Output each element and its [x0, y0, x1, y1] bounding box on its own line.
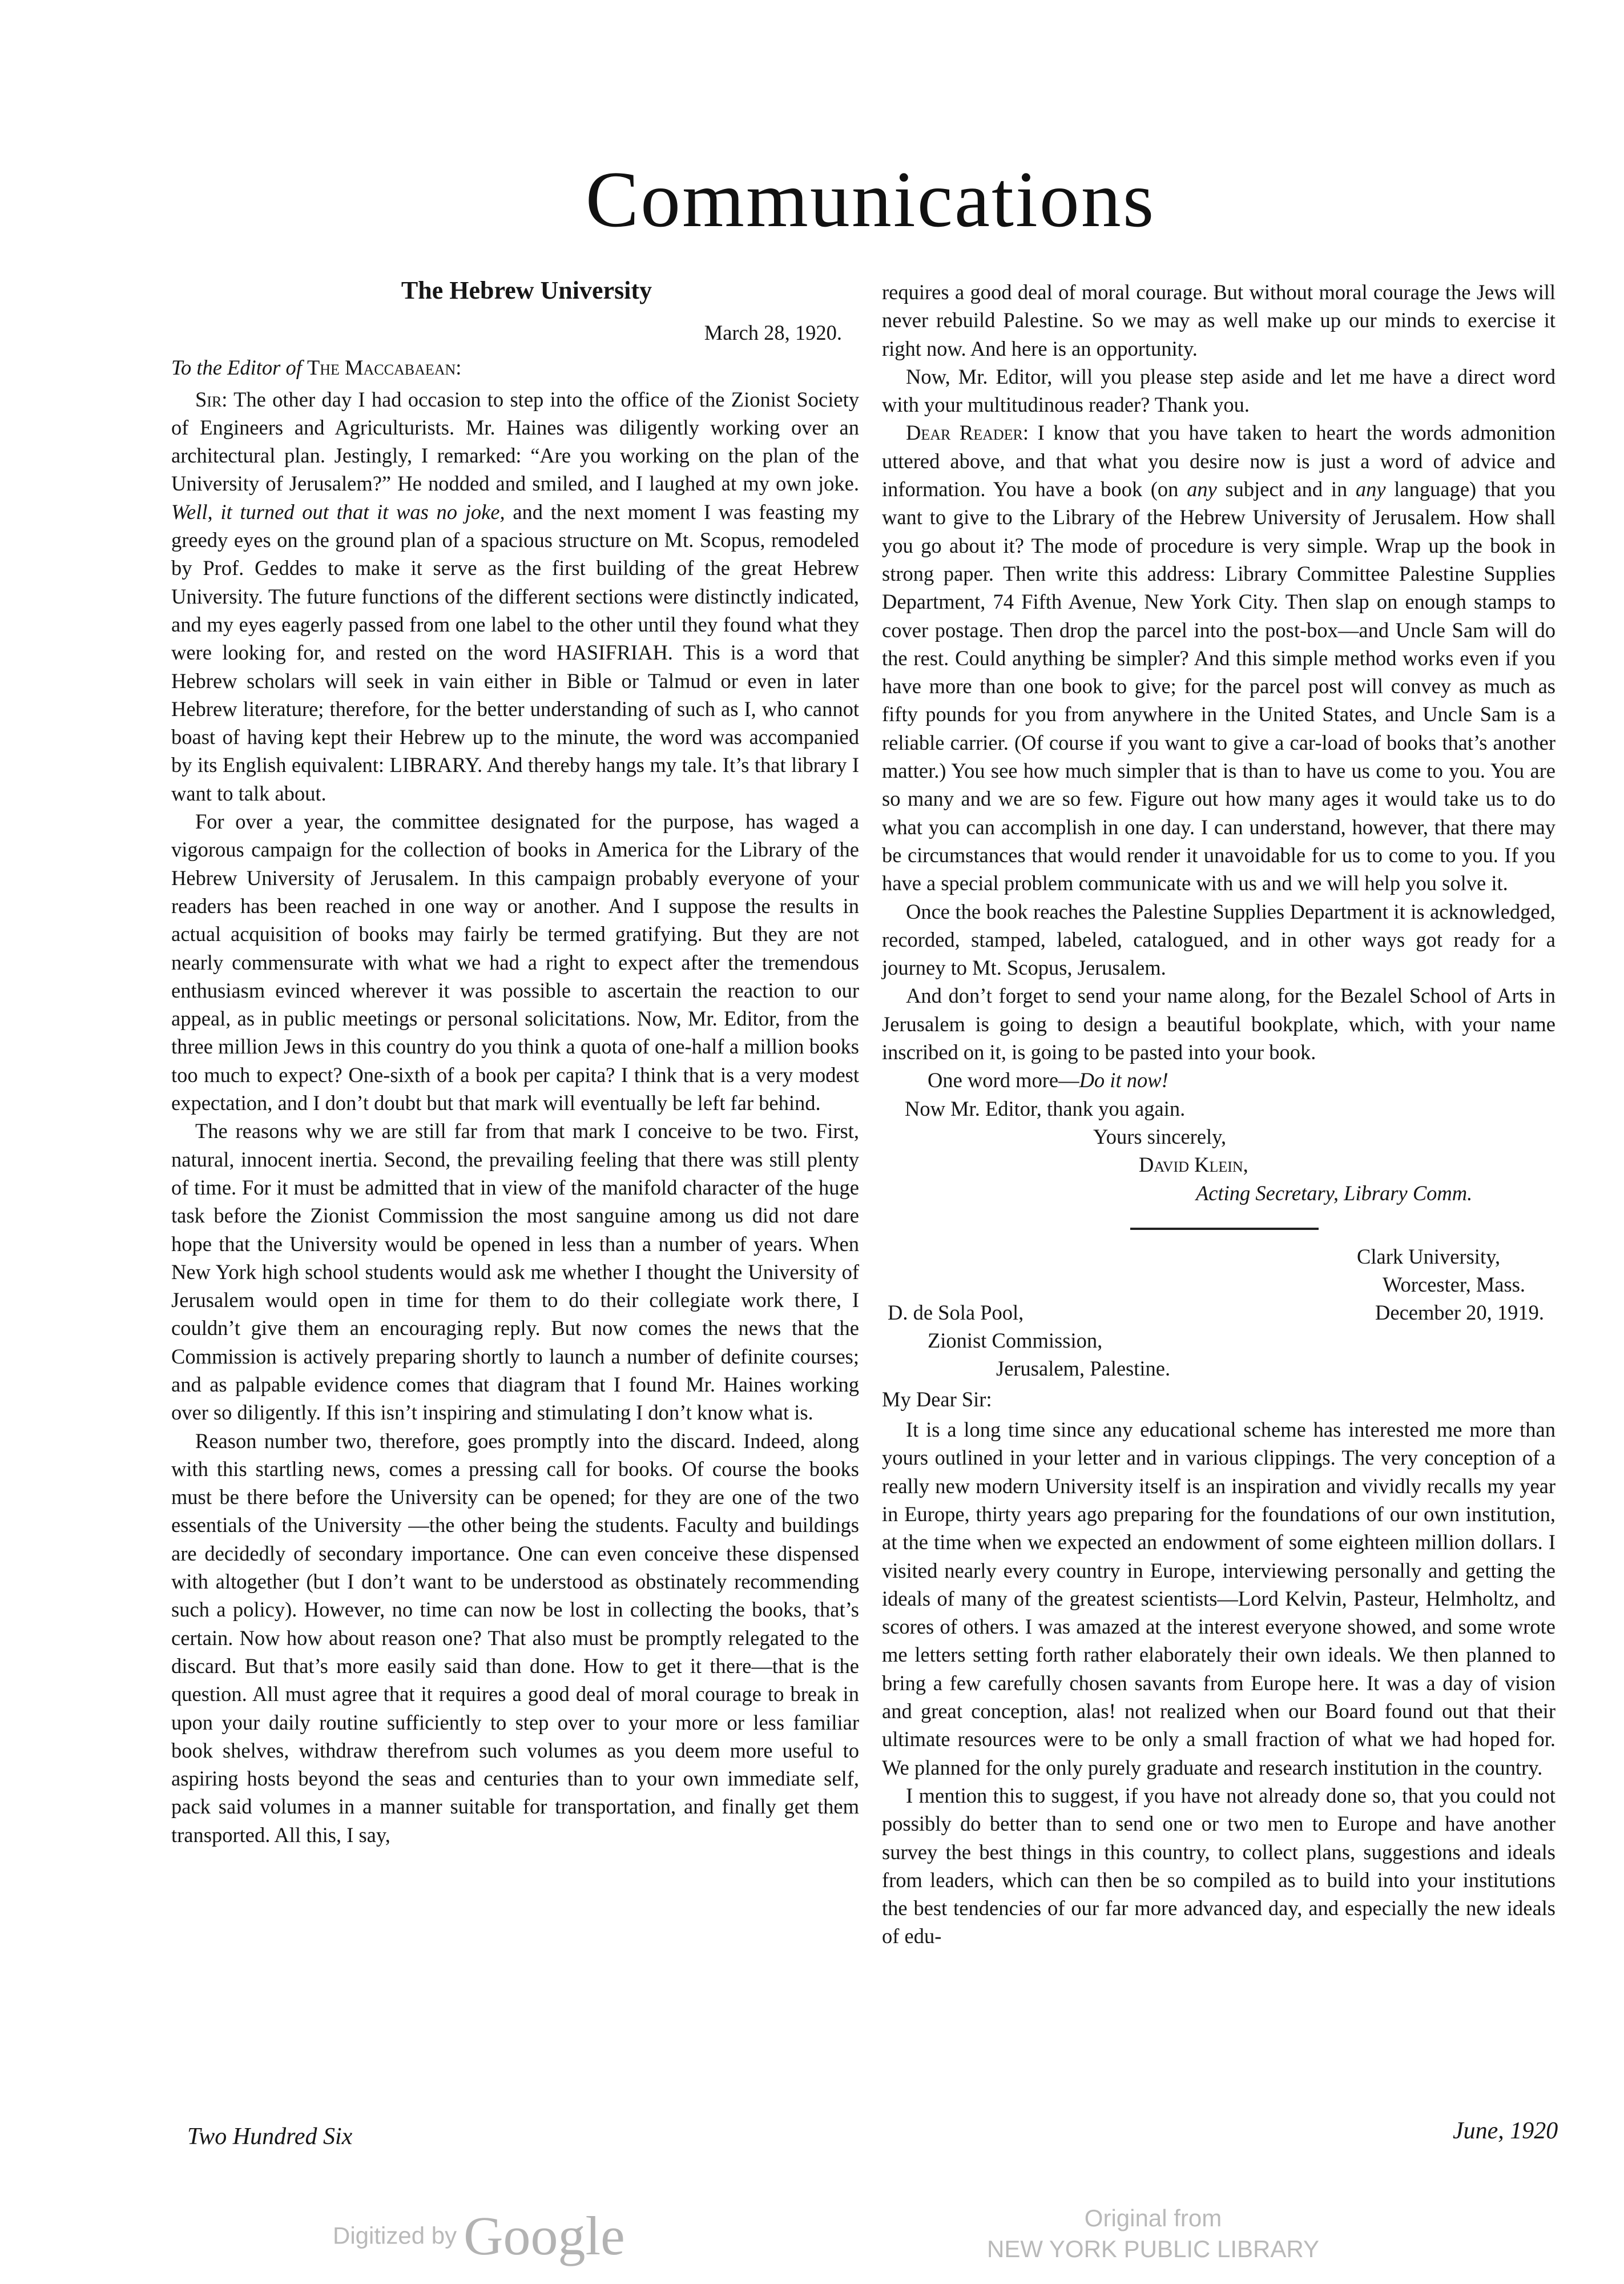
page-title: Communications — [585, 155, 1156, 244]
paragraph-1-italic: Well, it turned out that it was no joke, — [171, 500, 505, 524]
recipient-address — [888, 1298, 1170, 1382]
paragraph-5: requires a good deal of moral courage. But without moral courage the Jews will never rebuild Palestine. So we may as well make up our minds to exercise it right now. And here is an opportunity. — [882, 280, 1556, 360]
page-number: Two Hundred Six — [187, 2124, 353, 2150]
paragraph-10-text: One word more— — [928, 1068, 1079, 1092]
paragraph-1-text-a: The other day I had occasion to step into the office of the Zionist Society of Engineers and Agriculturists. Mr. Haines was diligently working over an architectural plan. Jestingly, I remarked: “Are you working on the plan of the University of Jerusalem?” He nodded and smiled, and I laughed at my own joke. — [171, 387, 859, 496]
recipient-line-3: Jerusalem, Palestine. — [996, 1356, 1171, 1380]
magazine-name: The Maccabaean: — [307, 356, 462, 380]
letter2-salutation: My Dear Sir: — [882, 1387, 992, 1411]
paragraph-11: Now Mr. Editor, thank you again. — [905, 1096, 1186, 1120]
letter-date: March 28, 1920. — [704, 321, 842, 344]
signature: David Klein, — [1139, 1153, 1248, 1177]
section-divider — [1130, 1228, 1319, 1230]
salutation — [171, 353, 859, 381]
paragraph-9: And don’t forget to send your name along, for the Bezalel School of Arts in Jerusalem is going to design a beautiful bookplate, which, with your name inscribed on it, is going to be pasted into your book. — [882, 984, 1556, 1064]
original-from-watermark — [976, 2203, 1330, 2265]
signature-title-italic: Acting Secretary, — [1196, 1181, 1339, 1205]
paragraph-4: Reason number two, therefore, goes promptly into the discard. Indeed, along with this startling news, comes a pressing call for books. Of course the books must be there before the University can be opened; for they are one of the two essentials of the University —the other being the students. Faculty and buildings are decidedly of secondary importance. One can even conceive these dispensed with altogether (but I don’t want to be understood as obstinately recommending such a policy). However, no time can now be lost in collecting the books, that’s certain. Now how about reason one? That also must be promptly relegated to the discard. But that’s more easily said than done. How to get it there—that is the question. All must agree that it requires a good deal of moral courage to break in upon your daily routine sufficiently to step over to your more or less familiar book shelves, withdraw therefrom such volumes as you deem more useful to aspiring hosts beyond the seas and centuries than to your own immediate self, pack said volumes in a manner suitable for transportation, and finally get them transported. All this, I say, — [171, 1429, 859, 1847]
sender-line-1: Clark University, — [1357, 1244, 1501, 1268]
signature-title — [882, 1179, 1556, 1207]
google-logo: Google — [464, 2205, 625, 2266]
sender-line-2: Worcester, Mass. — [1383, 1272, 1526, 1296]
salutation-prefix: To the Editor of — [171, 356, 307, 380]
left-column — [171, 274, 859, 1849]
paragraph-2: For over a year, the committee designated for the purpose, has waged a vigorous campaign for the collection of books in America for the Library of the Hebrew University of Jerusalem. In this campaign probably everyone of your readers has been reached in one way or another. And I suppose the results in actual acquisition of books may fairly be termed gratifying. But they are not nearly commensurate with what we had a right to expect after the tremendous enthusiasm evinced wherever it was possible to ascertain the reaction to our appeal, as in public meetings or personal solicitations. Now, Mr. Editor, from the three million Jews in this country do you think a quota of one-half a million books too much to expect? One-sixth of a book per capita? I think that is a very modest expectation, and I don’t doubt but that mark will eventually be left far behind. — [171, 810, 859, 1115]
do-it-now: Do it now! — [1079, 1068, 1168, 1092]
original-from-text: Original from — [1084, 2205, 1222, 2231]
paragraph-7 — [882, 419, 1556, 897]
sender-address — [1357, 1242, 1544, 1326]
dear-reader-label: Dear Reader: — [906, 421, 1029, 445]
digitized-by-text: Digitized by — [333, 2222, 457, 2249]
paragraph-7-text-c: language) that you want to give to the Library of the Hebrew University of Jerusalem. How shall you go about it? The mode of procedure is very simple. Wrap up the book in strong paper. Then write this address: Library Committee Palestine Supplies Department, 74 Fifth Avenue, New York City. Then slap on enough stamps to cover postage. Then drop the parcel into the post-box—and Uncle Sam will do the rest. Could anything be simpler? And this simple method works even if you have more than one book to give; for the parcel post will convey as much as fifty pounds for you from anywhere in the United States, and Uncle Sam is a reliable carrier. (Of course if you want to give a car-load of books that’s another matter.) You see how much simpler that is than to have us come to you. You are so many and we are so few. Figure out how many ages it would take us to do what you can accomplish in one day. I can understand, however, that there may be circumstances that would render it unavoidable for us to come to you. If you have a special problem communicate with us and we will help you solve it. — [882, 477, 1556, 895]
sender-line-3: December 20, 1919. — [1375, 1300, 1544, 1324]
recipient-line-2: Zionist Commission, — [928, 1328, 1103, 1352]
library-name: NEW YORK PUBLIC LIBRARY — [987, 2235, 1319, 2262]
letter2-paragraph-1: It is a long time since any educational scheme has interested me more than yours outlined in your letter and in various clippings. The very conception of a really new modern University itself is an inspiration and vividly recalls my year in Europe, thirty years ago preparing for the foundations of our own institution, at the time when we expected an endowment of some eighteen million dollars. I visited nearly every country in Europe, interviewing personally and getting the ideals of many of the greatest scientists—Lord Kelvin, Pasteur, Helmholtz, and scores of others. I was amazed at the interest everyone showed, and some wrote me letters setting forth rather elaborately their own ideals. We then planned to bring a few carefully chosen savants from Europe here. It was a day of vision and great conception, alas! not realized when our Board found out that their ultimate resources were to be only a small fraction of what we had hoped for. We planned for the only purely graduate and research institution in the country. — [882, 1418, 1556, 1779]
paragraph-3: The reasons why we are still far from that mark I conceive to be two. First, natural, innocent inertia. Second, the prevailing feeling that there was still plenty of time. For it must be admitted that in view of the manifold character of the huge task before the Zionist Commission the most sanguine among us did not dare hope that the University would be opened in less than a number of years. When New York high school students would ask me whether I thought the University of Jerusalem would open in time for them to do their collegiate work there, I couldn’t give them an encouraging reply. But now comes the news that the Commission is actively preparing shortly to launch a number of definite courses; and as palpable evidence comes that diagram that I found Mr. Haines working over so diligently. If this isn’t inspiring and stimulating I don’t know what is. — [171, 1119, 859, 1425]
paragraph-7-any-1: any — [1187, 477, 1217, 501]
paragraph-7-any-2: any — [1355, 477, 1386, 501]
paragraph-6: Now, Mr. Editor, will you please step aside and let me have a direct word with your multitudinous reader? Thank you. — [882, 364, 1556, 417]
issue-date: June, 1920 — [1453, 2118, 1558, 2144]
sir-label: Sir: — [195, 387, 228, 411]
paragraph-1 — [171, 385, 859, 807]
paragraph-1-text-b: and the next moment I was feasting my greedy eyes on the ground plan of a spacious structure on Mt. Scopus, remodeled by Prof. Geddes to make it serve as the first building of the great Hebrew University. The future functions of the different sections were distinctly indicated, and my eyes eagerly passed from one label to the other until they found what they were looking for, and rested on the word HASIFRIAH. This is a word that Hebrew scholars will seek in vain either in Bible or Talmud or even in later Hebrew literature; therefore, for the better understanding of such as I, who cannot boast of having kept their Hebrew up to the minute, the word was accompanied by its English equivalent: LIBRARY. And thereby hangs my tale. It’s that library I want to talk about. — [171, 500, 859, 805]
recipient-line-1: D. de Sola Pool, — [888, 1300, 1024, 1324]
signature-title-rest: Library Comm. — [1339, 1181, 1473, 1205]
article-title: The Hebrew University — [401, 276, 652, 304]
paragraph-8: Once the book reaches the Palestine Supplies Department it is acknowledged, recorded, stamped, labeled, catalogued, and in other ways got ready for a journey to Mt. Scopus, Jerusalem. — [882, 899, 1556, 980]
paragraph-7-text-a: I know that you have taken to heart the words admonition uttered above, and that what you desire now is just a word of advice and information. You have a book (on — [882, 421, 1556, 501]
digitized-watermark — [333, 2204, 625, 2267]
paragraph-7-text-b: subject and in — [1216, 477, 1356, 501]
paragraph-10 — [882, 1066, 1556, 1094]
letter2-paragraph-2: I mention this to suggest, if you have not already done so, that you could not possibly do better than to send one or two men to Europe and have another survey the best things in this country, to collect plans, suggestions and ideals from leaders, which can then be so compiled as to build into your institutions the best tendencies of our far more advanced day, and especially the new ideals of edu- — [882, 1783, 1556, 1948]
address-block — [882, 1242, 1556, 1385]
right-column — [882, 278, 1556, 1951]
closing: Yours sincerely, — [1093, 1124, 1227, 1148]
